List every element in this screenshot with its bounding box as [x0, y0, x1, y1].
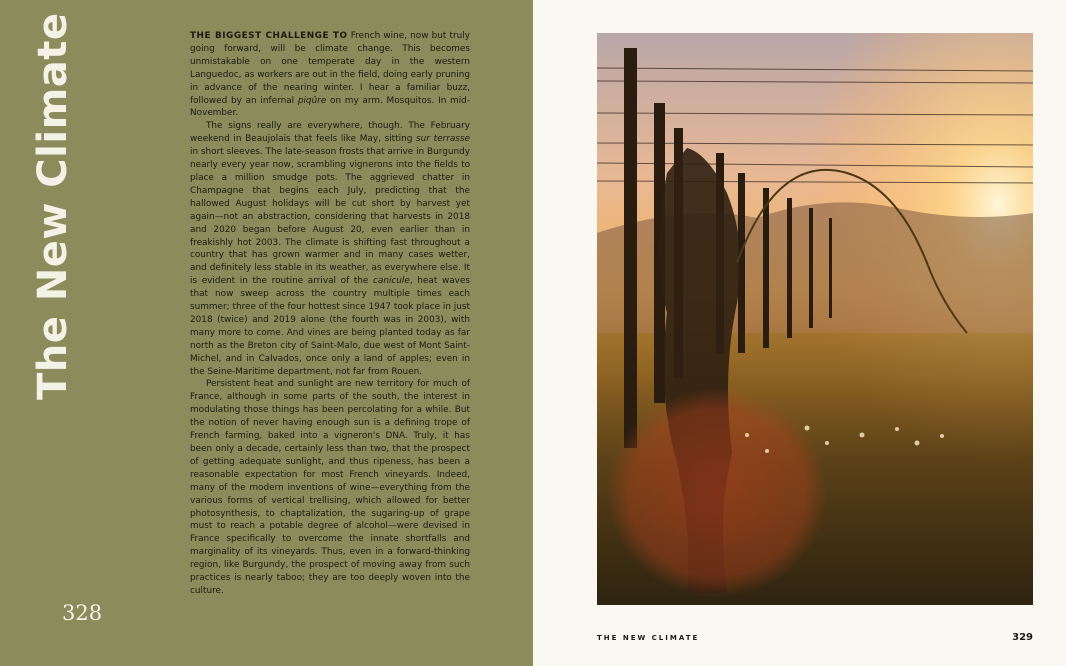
italic-term: canicule	[373, 276, 410, 287]
paragraph-1-text: French wine, now but truly going forward, will be climate change. This becomes unmistakable on one temperate day in the western Languedoc, as workers are out in the field, doing early pruning in advance of the nearing winter. I hear a familiar buzz, followed by an infernal	[190, 31, 471, 106]
paragraph-2-text-a: The signs really are everywhere, though. The February weekend in Beaujolais that feels like May, sitting	[190, 121, 470, 145]
vineyard-sunset-photo	[597, 33, 1033, 605]
right-page	[533, 0, 1066, 666]
page-number-left: 328	[62, 601, 103, 625]
paragraph-2-text-b: in short sleeves. The late-season frosts that arrive in Burgundy nearly every year now, scrambling vignerons into the fields to place a million smudge pots. The aggrieved chatter in Champagne that begins each July, predicting that the hallowed August holidays will be cut short by harvest yet again—not an abstraction, considering that harvests in 2018 and 2020 began before August 20, even earlier than in freakishly hot 2003. The climate is shifting fast throughout a country that has grown warmer and in many cases wetter, and definitely less stable in its weather, as everywhere else. It is evident in the routine arrival of the	[190, 147, 470, 287]
paragraph-3: Persistent heat and sunlight are new territory for much of France, although in some parts of the south, the interest in modulating those things has been percolating for a while. But the notion of never having enough sun is a defining trope of French farming, baked into a vigneron's DNA. Truly, it has been only a decade, certainly less than two, that the prospect of getting adequate sunlight, and thus ripeness, has been a reasonable expectation for most French vineyards. Indeed, many of the modern inventions of wine—everything from the various forms of vertical trellising, which allowed for better photosynthesis, to chaptalization, the sugaring-up of grape must to reach a potable degree of alcohol—were devised in France specifically to overcome the innate shortfalls and marginality of its vineyards. Thus, even in a forward-thinking region, like Burgundy, the prospect of moving away from such practices is nearly taboo; they are too deeply woven into the culture.	[190, 379, 470, 596]
body-text	[190, 30, 470, 598]
paragraph-1	[190, 30, 470, 120]
chapter-title: The New Climate	[30, 12, 76, 400]
paragraph-2	[190, 120, 470, 378]
paragraph-1-text-end: on my arm. Mosquitos. In mid-November.	[190, 95, 470, 119]
page-number-right: 329	[1012, 632, 1033, 643]
italic-term: sur terrasse	[416, 134, 470, 145]
italic-term: piqûre	[297, 95, 327, 106]
paragraph-2-text-c: , heat waves that now sweep across the country multiple times each summer; three of the four hottest since 1947 took place in just 2018 (twice) and 2019 alone (the fourth was in 2003), with many more to come. And vines are being planted today as far north as the Breton city of Saint-Malo, due west of Mont Saint-Michel, and in Calvados, once only a land of apples; even in the Seine-Maritime department, not far from Rouen.	[190, 276, 470, 377]
running-head: THE NEW CLIMATE	[597, 634, 700, 642]
lead-in: THE BIGGEST CHALLENGE TO	[190, 31, 348, 41]
